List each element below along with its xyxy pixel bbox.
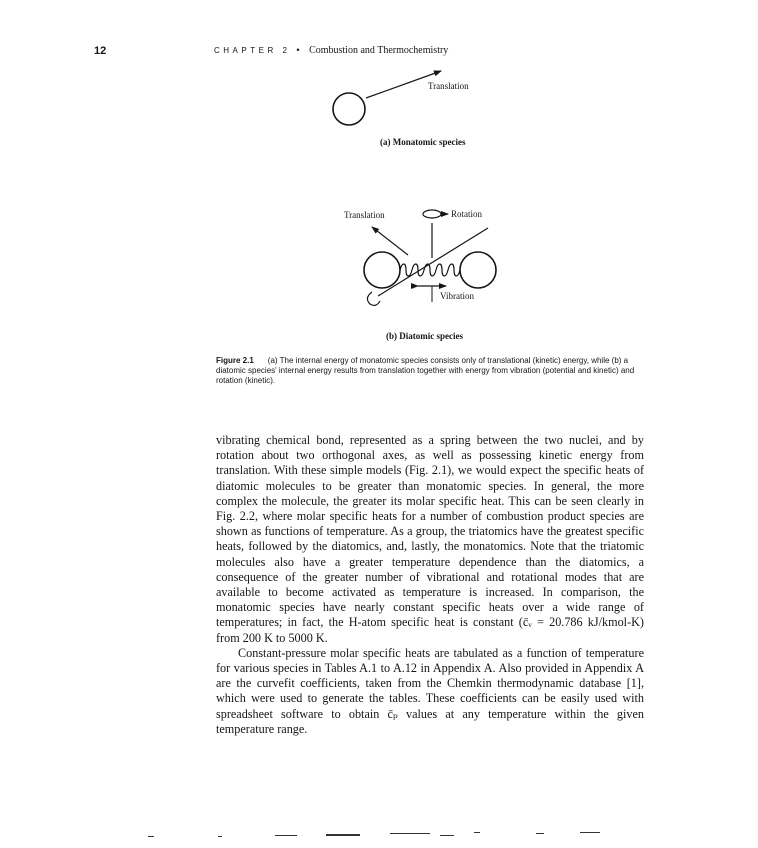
monatomic-atom	[333, 93, 365, 125]
body-paragraph-2: Constant-pressure molar specific heats are tabulated as a function of temperature for various species in Tables A.1 to A.12 in Appendix A. Also provided in Appendix A are the curvefit coefficients, taken from the Chemkin thermodynamic database [1], which were used to generate the tables. These coefficients can be easily used with spreadsheet software to obtain c̄ₚ values at any temperature within the given temperature range.	[216, 645, 644, 736]
translation-arrow-b	[372, 227, 408, 255]
vibration-spring	[400, 264, 460, 276]
figure-caption-label: Figure 2.1	[216, 356, 254, 365]
page-number: 12	[94, 45, 107, 57]
diatomic-atom-right	[460, 252, 496, 288]
label-vibration: Vibration	[440, 291, 474, 301]
bullet-separator: •	[296, 45, 301, 55]
figure-caption	[216, 356, 646, 386]
chapter-title: Combustion and Thermochemistry	[309, 45, 449, 56]
diatomic-atom-left	[364, 252, 400, 288]
body-text	[216, 433, 644, 737]
diatomic-diagram	[344, 209, 496, 305]
monatomic-diagram	[333, 71, 469, 125]
label-rotation: Rotation	[451, 209, 482, 219]
chapter-label: CHAPTER 2	[214, 46, 291, 55]
figure-2-1	[0, 0, 758, 350]
rotation-loop	[423, 210, 441, 218]
panel-a-caption: (a) Monatomic species	[380, 137, 466, 147]
second-rotation-loop	[367, 292, 380, 305]
label-translation-b: Translation	[344, 210, 385, 220]
label-translation-a: Translation	[428, 81, 469, 91]
figure-caption-text: (a) The internal energy of monatomic species consists only of translational (kinetic) energy, while (b) a diatomic species' internal energy results from translation together with energy from vibration (potential and kinetic) and rotation (kinetic).	[216, 356, 635, 385]
body-paragraph-1: vibrating chemical bond, represented as a spring between the two nuclei, and by rotation about two orthogonal axes, as well as possessing kinetic energy from translation. With these simple models (Fig. 2.1), we would expect the specific heats of diatomic molecules to be greater than monatomic species. In general, the more complex the molecule, the greater its molar specific heat. This can be seen clearly in Fig. 2.2, where molar specific heats for a number of combustion product species are shown as functions of temperature. As a group, the triatomics have the greatest specific heats, followed by the diatomics, and, lastly, the monatomics. Note that the triatomic molecules also have a greater temperature dependence than the diatomics, a consequence of the greater number of vibrational and rotational modes that are available to become activated as temperature is increased. In comparison, the monatomic species have nearly constant specific heats over a wide range of temperatures; in fact, the H-atom specific heat is constant (c̄ᵥ = 20.786 kJ/kmol-K) from 200 K to 5000 K.	[216, 433, 644, 645]
panel-b-caption: (b) Diatomic species	[386, 331, 463, 341]
footer-scan-marks	[140, 826, 610, 846]
